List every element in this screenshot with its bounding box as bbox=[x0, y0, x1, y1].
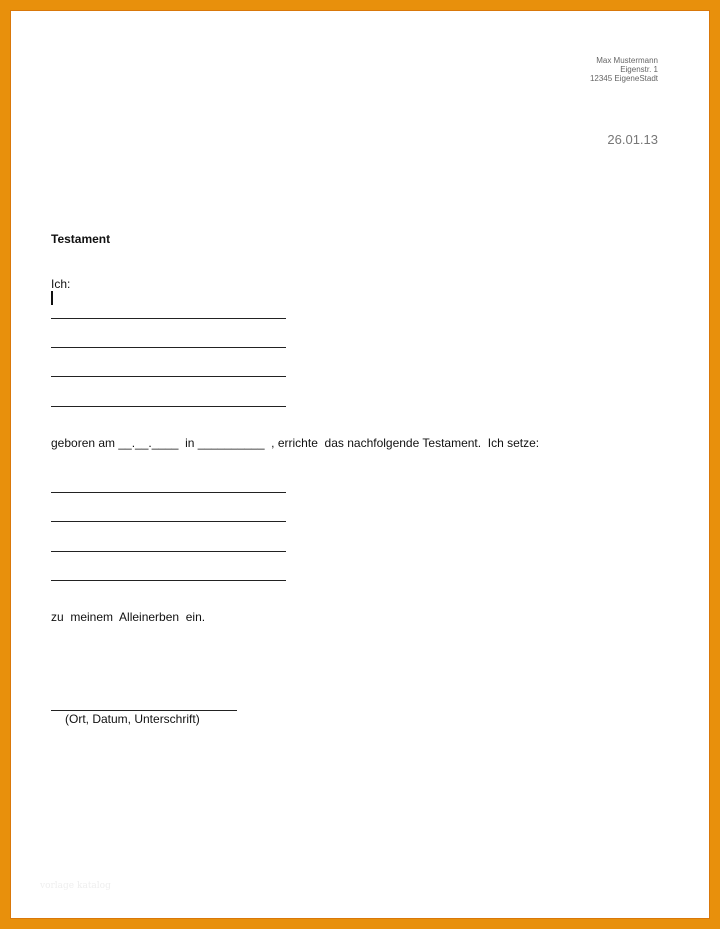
intro-label: Ich: bbox=[51, 277, 71, 291]
text-cursor bbox=[51, 291, 53, 305]
signature-caption: (Ort, Datum, Unterschrift) bbox=[65, 712, 200, 726]
name-line-4[interactable] bbox=[51, 406, 286, 407]
signature-line[interactable] bbox=[51, 710, 237, 711]
name-line-2[interactable] bbox=[51, 347, 286, 348]
heir-line-4[interactable] bbox=[51, 580, 286, 581]
birth-sentence: geboren am __.__.____ in __________ , errichte das nachfolgende Testament. Ich setze: bbox=[51, 436, 540, 450]
name-line-3[interactable] bbox=[51, 376, 286, 377]
document-page bbox=[10, 10, 710, 919]
sender-street: Eigenstr. 1 bbox=[620, 65, 658, 74]
sender-address bbox=[590, 56, 658, 83]
sender-city: 12345 EigeneStadt bbox=[589, 74, 658, 83]
heir-line-3[interactable] bbox=[51, 551, 286, 552]
closing-sentence: zu meinem Alleinerben ein. bbox=[51, 610, 206, 624]
watermark: vorlage katalog bbox=[40, 881, 111, 891]
heir-line-1[interactable] bbox=[51, 492, 286, 493]
heir-line-2[interactable] bbox=[51, 521, 286, 522]
document-title: Testament bbox=[51, 232, 111, 246]
sender-name: Max Mustermann bbox=[596, 56, 658, 65]
name-line-1[interactable] bbox=[51, 318, 286, 319]
document-date: 26.01.13 bbox=[607, 132, 658, 147]
